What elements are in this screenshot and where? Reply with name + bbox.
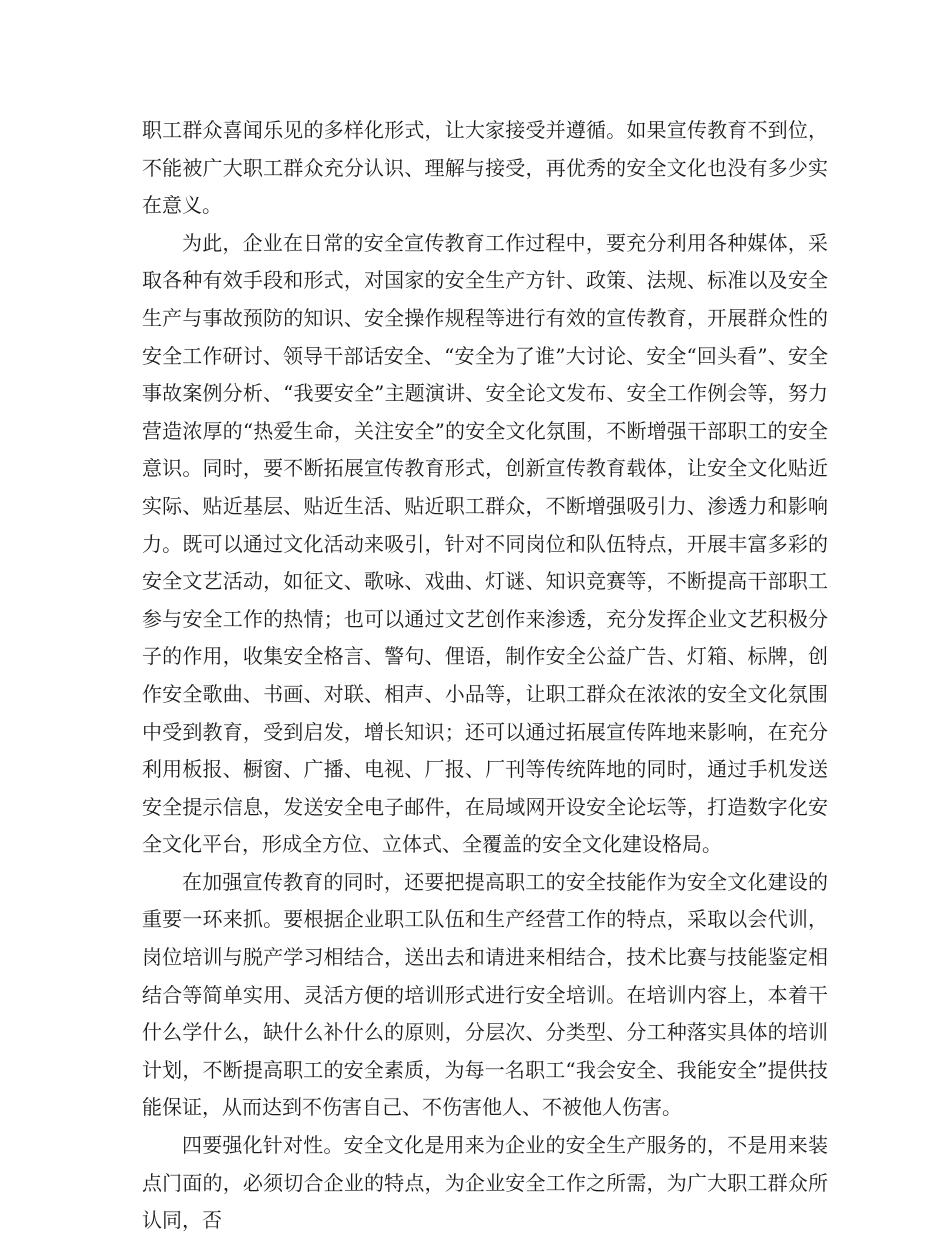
paragraph-1: 职工群众喜闻乐见的多样化形式，让大家接受并遵循。如果宣传教育不到位，不能被广大职工群众充分认识、理解与接受，再优秀的安全文化也没有多少实在意义。 <box>142 118 828 218</box>
document-body <box>142 112 828 1240</box>
paragraph-2: 为此，企业在日常的安全宣传教育工作过程中，要充分利用各种媒体，采取各种有效手段和形式，对国家的安全生产方针、政策、法规、标准以及安全生产与事故预防的知识、安全操作规程等进行有效的宣传教育，开展群众性的安全工作研讨、领导干部话安全、“安全为了谁”大讨论、安全“回头看”、安全事故案例分析、“我要安全”主题演讲、安全论文发布、安全工作例会等，努力营造浓厚的“热爱生命，关注安全”的安全文化氛围，不断增强干部职工的安全意识。同时，要不断拓展宣传教育形式，创新宣传教育载体，让安全文化贴近实际、贴近基层、贴近生活、贴近职工群众，不断增强吸引力、渗透力和影响力。既可以通过文化活动来吸引，针对不同岗位和队伍特点，开展丰富多彩的安全文艺活动，如征文、歌咏、戏曲、灯谜、知识竞赛等，不断提高干部职工参与安全工作的热情；也可以通过文艺创作来渗透，充分发挥企业文艺积极分子的作用，收集安全格言、警句、俚语，制作安全公益广告、灯箱、标牌，创作安全歌曲、书画、对联、相声、小品等，让职工群众在浓浓的安全文化氛围中受到教育，受到启发，增长知识；还可以通过拓展宣传阵地来影响，在充分利用板报、橱窗、广播、电视、厂报、厂刊等传统阵地的同时，通过手机发送安全提示信息，发送安全电子邮件，在局域网开设安全论坛等，打造数字化安全文化平台，形成全方位、立体式、全覆盖的安全文化建设格局。 <box>142 230 828 857</box>
paragraph-3: 在加强宣传教育的同时，还要把提高职工的安全技能作为安全文化建设的重要一环来抓。要根据企业职工队伍和生产经营工作的特点，采取以会代训，岗位培训与脱产学习相结合，送出去和请进来相结合，技术比赛与技能鉴定相结合等简单实用、灵活方便的培训形式进行安全培训。在培训内容上，本着干什么学什么，缺什么补什么的原则，分层次、分类型、分工种落实具体的培训计划，不断提高职工的安全素质，为每一名职工“我会安全、我能安全”提供技能保证，从而达到不伤害自己、不伤害他人、不被他人伤害。 <box>142 869 828 1120</box>
paragraph-4: 四要强化针对性。安全文化是用来为企业的安全生产服务的，不是用来装点门面的，必须切合企业的特点，为企业安全工作之所需，为广大职工群众所认同，否 <box>142 1133 828 1233</box>
